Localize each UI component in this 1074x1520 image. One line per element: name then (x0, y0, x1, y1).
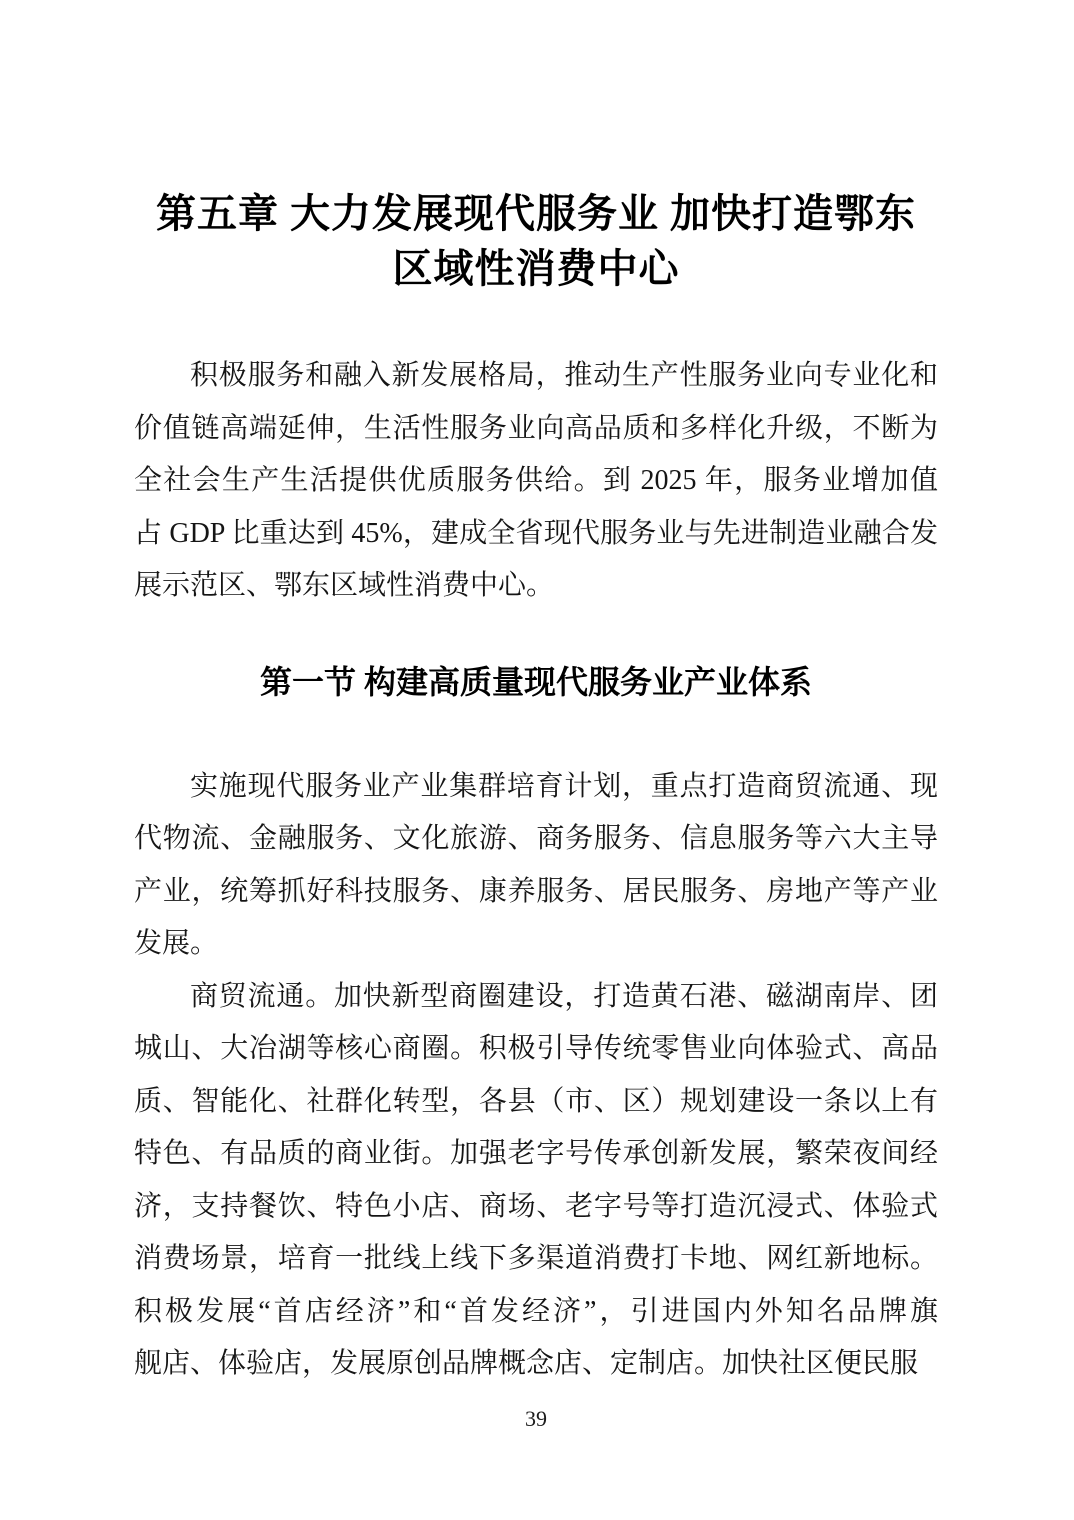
paragraph-commerce-circulation (134, 971, 938, 1391)
text-line: 质、智能化、社群化转型，各县（市、区）规划建设一条以上有 (134, 1085, 938, 1117)
chapter-title-line-1: 第五章 大力发展现代服务业 加快打造鄂东 (156, 191, 916, 236)
text-line: 消费场景，培育一批线上线下多渠道消费打卡地、网红新地标。 (134, 1243, 938, 1274)
section-title: 第一节 构建高质量现代服务业产业体系 (259, 663, 812, 700)
text-line: 占 GDP 比重达到 45%，建成全省现代服务业与先进制造业融合发 (134, 517, 938, 549)
text-line: 济，支持餐饮、特色小店、商场、老字号等打造沉浸式、体验式 (134, 1190, 938, 1222)
text-line: 产业，统筹抓好科技服务、康养服务、居民服务、房地产等产业 (134, 875, 938, 907)
chapter-title (134, 186, 938, 296)
paragraph-intro (134, 350, 938, 613)
chapter-title-line-2: 区域性消费中心 (392, 246, 680, 291)
text-line: 舰店、体验店，发展原创品牌概念店、定制店。加快社区便民服 (134, 1348, 919, 1379)
paragraph-industry-system (134, 761, 938, 971)
text-line: 代物流、金融服务、文化旅游、商务服务、信息服务等六大主导 (134, 823, 938, 854)
text-line: 展示范区、鄂东区域性消费中心。 (134, 570, 555, 601)
text-line: 发展。 (134, 928, 219, 959)
text-line: 特色、有品质的商业街。加强老字号传承创新发展，繁荣夜间经 (134, 1138, 938, 1169)
text-line: 城山、大冶湖等核心商圈。积极引导传统零售业向体验式、高品 (134, 1033, 938, 1064)
text-line: 价值链高端延伸，生活性服务业向高品质和多样化升级，不断为 (134, 412, 938, 444)
page-number: 39 (525, 1405, 547, 1431)
text-line: 全社会生产生活提供优质服务供给。到 2025 年，服务业增加值 (134, 465, 938, 496)
text-line: 积极发展“首店经济”和“首发经济”，引进国内外知名品牌旗 (134, 1295, 938, 1327)
text-line: 积极服务和融入新发展格局，推动生产性服务业向专业化和 (190, 360, 938, 391)
text-line: 商贸流通。加快新型商圈建设，打造黄石港、磁湖南岸、团 (190, 980, 938, 1012)
text-line: 实施现代服务业产业集群培育计划，重点打造商贸流通、现 (190, 770, 938, 802)
